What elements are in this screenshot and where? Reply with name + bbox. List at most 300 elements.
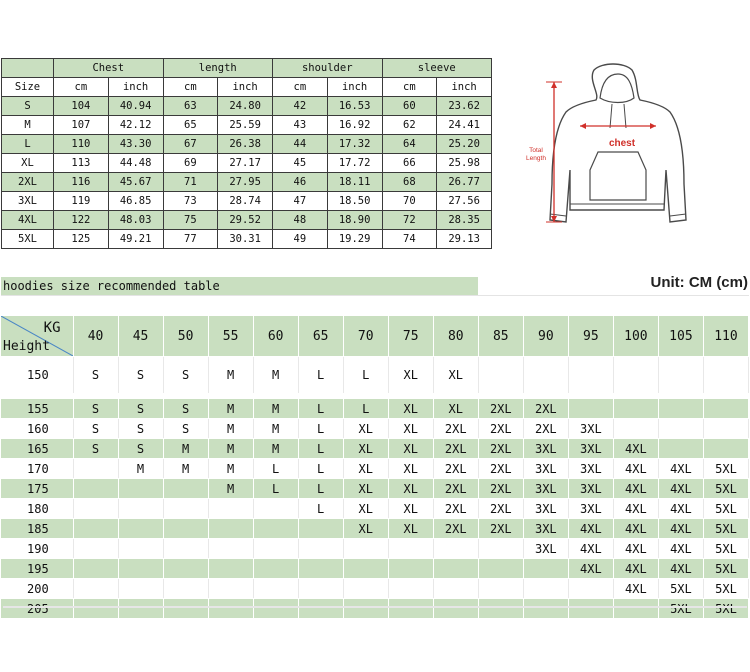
size-label: 5XL (2, 230, 54, 249)
size-cell: 4XL (613, 439, 658, 459)
measure-cell: 122 (54, 211, 109, 230)
size-cell: 4XL (568, 519, 613, 539)
size-row (2, 173, 492, 192)
size-cell (208, 599, 253, 619)
size-cell (568, 357, 613, 394)
size-cell (703, 439, 748, 459)
size-cell (253, 579, 298, 599)
size-cell: XL (388, 459, 433, 479)
size-cell (658, 439, 703, 459)
size-cell (253, 599, 298, 619)
measure-cell: 48 (273, 211, 328, 230)
measure-cell: 24.41 (437, 116, 492, 135)
height-row (1, 439, 749, 459)
size-cell: M (253, 357, 298, 394)
size-cell: 3XL (523, 519, 568, 539)
height-row (1, 539, 749, 559)
size-cell: 4XL (613, 459, 658, 479)
size-cell (343, 559, 388, 579)
measure-cell: 69 (163, 154, 218, 173)
size-cell: 2XL (523, 419, 568, 439)
measure-cell: 49.21 (108, 230, 163, 249)
size-cell: M (208, 399, 253, 419)
size-cell (613, 399, 658, 419)
size-cell: 4XL (613, 539, 658, 559)
size-cell (568, 399, 613, 419)
size-cell (298, 579, 343, 599)
size-cell (118, 579, 163, 599)
measure-cell: 45 (273, 154, 328, 173)
measure-cell: 48.03 (108, 211, 163, 230)
size-cell: 2XL (433, 439, 478, 459)
size-cell: L (298, 357, 343, 394)
size-cell: 3XL (568, 459, 613, 479)
size-cell (478, 559, 523, 579)
measure-cell: 62 (382, 116, 437, 135)
size-cell: 4XL (613, 559, 658, 579)
size-cell (118, 539, 163, 559)
size-cell (523, 599, 568, 619)
size-cell: XL (343, 419, 388, 439)
size-cell (253, 539, 298, 559)
measure-cell: 47 (273, 192, 328, 211)
size-cell: XL (388, 419, 433, 439)
size-cell (343, 539, 388, 559)
size-cell: XL (388, 399, 433, 419)
size-cell: M (118, 459, 163, 479)
size-cell: XL (343, 499, 388, 519)
size-cell: S (163, 357, 208, 394)
height-row (1, 599, 749, 619)
height-label: 160 (1, 419, 73, 439)
size-cell: 4XL (613, 519, 658, 539)
size-cell: M (208, 479, 253, 499)
weight-header: 70 (343, 316, 388, 357)
measure-cell: 29.13 (437, 230, 492, 249)
measure-cell: 74 (382, 230, 437, 249)
table-corner-cell (1, 316, 73, 357)
size-cell: 5XL (703, 459, 748, 479)
size-cell (73, 479, 118, 499)
size-cell: 5XL (703, 559, 748, 579)
size-cell: 3XL (568, 439, 613, 459)
size-cell: 2XL (433, 459, 478, 479)
size-cell (388, 579, 433, 599)
size-cell: 3XL (523, 439, 568, 459)
size-cell (433, 599, 478, 619)
size-cell (478, 539, 523, 559)
size-cell (388, 539, 433, 559)
measure-cell: 77 (163, 230, 218, 249)
size-cell (568, 599, 613, 619)
size-cell (253, 519, 298, 539)
size-cell (163, 539, 208, 559)
size-cell: 3XL (523, 459, 568, 479)
size-cell (163, 479, 208, 499)
size-label: L (2, 135, 54, 154)
measure-cell: 107 (54, 116, 109, 135)
size-cell: S (73, 439, 118, 459)
size-cell: 4XL (658, 519, 703, 539)
unit-cell: inch (437, 78, 492, 97)
size-cell: L (343, 399, 388, 419)
size-cell: 2XL (433, 499, 478, 519)
size-cell (298, 559, 343, 579)
size-label: XL (2, 154, 54, 173)
size-cell (163, 499, 208, 519)
measure-cell: 40.94 (108, 97, 163, 116)
weight-header: 50 (163, 316, 208, 357)
unit-cell: cm (382, 78, 437, 97)
height-row (1, 419, 749, 439)
size-cell (253, 559, 298, 579)
size-label: M (2, 116, 54, 135)
size-cell: XL (343, 439, 388, 459)
size-cell: L (298, 399, 343, 419)
size-label: 3XL (2, 192, 54, 211)
size-label: 4XL (2, 211, 54, 230)
measure-cell: 24.80 (218, 97, 273, 116)
size-cell: 4XL (658, 559, 703, 579)
size-cell (208, 539, 253, 559)
height-row (1, 579, 749, 599)
measure-cell: 46.85 (108, 192, 163, 211)
height-row (1, 479, 749, 499)
measure-cell: 64 (382, 135, 437, 154)
height-label: 205 (1, 599, 73, 619)
size-cell: M (253, 439, 298, 459)
size-cell: M (163, 439, 208, 459)
size-cell: 3XL (523, 479, 568, 499)
measure-cell: 27.95 (218, 173, 273, 192)
measure-cell: 104 (54, 97, 109, 116)
measure-cell: 23.62 (437, 97, 492, 116)
measure-cell: 25.59 (218, 116, 273, 135)
size-cell: M (163, 459, 208, 479)
size-cell (433, 539, 478, 559)
measure-cell: 46 (273, 173, 328, 192)
size-cell (118, 479, 163, 499)
size-cell (568, 579, 613, 599)
measure-cell: 28.74 (218, 192, 273, 211)
size-cell (703, 419, 748, 439)
measure-cell: 43.30 (108, 135, 163, 154)
size-cell (478, 599, 523, 619)
size-cell: 2XL (478, 499, 523, 519)
size-cell (658, 399, 703, 419)
size-cell: 2XL (433, 419, 478, 439)
size-chart-group-header (2, 59, 492, 78)
size-cell: 3XL (523, 539, 568, 559)
size-cell (523, 579, 568, 599)
size-cell: S (73, 399, 118, 419)
size-cell: S (118, 357, 163, 394)
measure-cell: 125 (54, 230, 109, 249)
size-cell (73, 519, 118, 539)
size-cell (73, 559, 118, 579)
unit-cell: inch (218, 78, 273, 97)
height-label: 150 (1, 357, 73, 394)
measure-cell: 42.12 (108, 116, 163, 135)
size-chart-body (2, 97, 492, 249)
total-length-label-line-2: Length (526, 155, 546, 162)
size-row (2, 154, 492, 173)
size-cell: 4XL (613, 499, 658, 519)
size-row (2, 135, 492, 154)
measure-cell: 72 (382, 211, 437, 230)
size-cell (118, 599, 163, 619)
measure-cell: 45.67 (108, 173, 163, 192)
unit-cell: inch (327, 78, 382, 97)
size-cell (298, 599, 343, 619)
size-cell: 3XL (568, 419, 613, 439)
measure-cell: 110 (54, 135, 109, 154)
size-cell: XL (433, 357, 478, 394)
measure-cell: 71 (163, 173, 218, 192)
measure-cell: 42 (273, 97, 328, 116)
size-cell: 2XL (478, 459, 523, 479)
size-label: S (2, 97, 54, 116)
chest-label: chest (608, 138, 636, 149)
measure-cell: 29.52 (218, 211, 273, 230)
height-label: 200 (1, 579, 73, 599)
size-cell: 4XL (658, 499, 703, 519)
size-cell: 3XL (568, 499, 613, 519)
height-label: 185 (1, 519, 73, 539)
size-cell (478, 579, 523, 599)
size-label: 2XL (2, 173, 54, 192)
measure-cell: 25.98 (437, 154, 492, 173)
size-cell (658, 357, 703, 394)
size-cell (163, 559, 208, 579)
size-cell: XL (388, 479, 433, 499)
weight-header: 65 (298, 316, 343, 357)
measure-cell: 44 (273, 135, 328, 154)
weight-header: 40 (73, 316, 118, 357)
size-cell (613, 599, 658, 619)
recommended-table-title: hoodies size recommended table (1, 277, 478, 295)
size-cell: 2XL (523, 399, 568, 419)
size-cell (73, 599, 118, 619)
height-row (1, 559, 749, 579)
height-row (1, 399, 749, 419)
measure-cell: 75 (163, 211, 218, 230)
measure-cell: 28.35 (437, 211, 492, 230)
size-cell: M (208, 357, 253, 394)
measure-cell: 66 (382, 154, 437, 173)
height-label: 180 (1, 499, 73, 519)
weight-header: 100 (613, 316, 658, 357)
group-shoulder: shoulder (273, 59, 383, 78)
measure-cell: 27.56 (437, 192, 492, 211)
size-cell (523, 559, 568, 579)
size-cell: M (253, 399, 298, 419)
size-cell (343, 599, 388, 619)
size-row (2, 230, 492, 249)
recommended-size-table (1, 316, 749, 619)
weight-header: 105 (658, 316, 703, 357)
size-cell: XL (388, 439, 433, 459)
size-cell: 2XL (478, 399, 523, 419)
height-row (1, 357, 749, 394)
size-cell: 5XL (703, 539, 748, 559)
size-cell: 5XL (703, 599, 748, 619)
unit-cell: cm (163, 78, 218, 97)
height-label: 170 (1, 459, 73, 479)
group-chest: Chest (54, 59, 164, 78)
size-cell: XL (343, 479, 388, 499)
size-cell (208, 579, 253, 599)
group-length: length (163, 59, 273, 78)
weight-header: 60 (253, 316, 298, 357)
size-cell: S (118, 439, 163, 459)
size-cell: 5XL (703, 499, 748, 519)
size-cell: L (298, 479, 343, 499)
size-cell: M (208, 419, 253, 439)
weight-axis-label: KG (43, 320, 61, 336)
weight-header: 95 (568, 316, 613, 357)
measure-cell: 119 (54, 192, 109, 211)
unit-cell: inch (108, 78, 163, 97)
size-cell (73, 579, 118, 599)
size-cell: 4XL (658, 459, 703, 479)
size-cell (208, 519, 253, 539)
weight-header: 75 (388, 316, 433, 357)
measure-cell: 19.29 (327, 230, 382, 249)
height-row (1, 519, 749, 539)
size-cell: 2XL (433, 519, 478, 539)
size-cell: 4XL (568, 539, 613, 559)
size-cell (118, 559, 163, 579)
height-label: 195 (1, 559, 73, 579)
measure-cell: 18.90 (327, 211, 382, 230)
hoodie-drawing (514, 60, 704, 230)
size-cell (433, 579, 478, 599)
size-cell: 5XL (703, 479, 748, 499)
measure-cell: 17.32 (327, 135, 382, 154)
size-cell (613, 357, 658, 394)
size-cell (163, 519, 208, 539)
size-chart-unit-header (2, 78, 492, 97)
measure-cell: 68 (382, 173, 437, 192)
measure-cell: 17.72 (327, 154, 382, 173)
weight-header: 110 (703, 316, 748, 357)
height-label: 190 (1, 539, 73, 559)
size-cell (208, 499, 253, 519)
height-axis-label: Height (3, 339, 50, 354)
unit-cell: cm (273, 78, 328, 97)
measure-cell: 26.38 (218, 135, 273, 154)
size-cell: L (253, 479, 298, 499)
size-cell: XL (388, 519, 433, 539)
unit-label: Unit: CM (cm) (650, 274, 748, 291)
size-cell: M (253, 419, 298, 439)
size-cell: L (343, 357, 388, 394)
weight-header: 80 (433, 316, 478, 357)
size-cell (298, 519, 343, 539)
recommended-table-body (1, 316, 749, 619)
size-cell: XL (433, 399, 478, 419)
size-cell: 3XL (568, 479, 613, 499)
measure-cell: 44.48 (108, 154, 163, 173)
weight-header: 55 (208, 316, 253, 357)
size-cell: 3XL (523, 499, 568, 519)
size-cell (253, 499, 298, 519)
size-cell: L (298, 459, 343, 479)
size-cell: L (298, 499, 343, 519)
size-cell (343, 579, 388, 599)
size-cell (388, 599, 433, 619)
size-cell: L (253, 459, 298, 479)
size-cell: S (163, 419, 208, 439)
size-cell: S (118, 399, 163, 419)
size-cell: 5XL (703, 519, 748, 539)
size-header: Size (2, 78, 54, 97)
total-length-label-line-1: Total (529, 147, 543, 154)
hoodie-measurement-figure (514, 60, 704, 230)
size-cell: 5XL (658, 579, 703, 599)
size-cell: XL (343, 459, 388, 479)
size-cell: 4XL (658, 539, 703, 559)
measure-cell: 65 (163, 116, 218, 135)
height-label: 165 (1, 439, 73, 459)
height-label: 155 (1, 399, 73, 419)
size-cell: 2XL (478, 519, 523, 539)
weight-header-row (1, 316, 749, 357)
size-cell: 4XL (613, 579, 658, 599)
size-cell: 2XL (433, 479, 478, 499)
size-cell (613, 419, 658, 439)
measure-cell: 43 (273, 116, 328, 135)
size-cell (163, 579, 208, 599)
size-cell (73, 539, 118, 559)
size-cell: S (73, 357, 118, 394)
height-row (1, 459, 749, 479)
size-cell (163, 599, 208, 619)
measure-cell: 27.17 (218, 154, 273, 173)
size-cell (703, 399, 748, 419)
size-row (2, 192, 492, 211)
size-cell (118, 519, 163, 539)
weight-header: 85 (478, 316, 523, 357)
size-cell (433, 559, 478, 579)
measure-cell: 25.20 (437, 135, 492, 154)
size-cell (703, 357, 748, 394)
size-cell: 5XL (658, 599, 703, 619)
group-sleeve: sleeve (382, 59, 492, 78)
measure-cell: 16.92 (327, 116, 382, 135)
size-cell (658, 419, 703, 439)
measure-cell: 26.77 (437, 173, 492, 192)
weight-header: 45 (118, 316, 163, 357)
size-cell: S (163, 399, 208, 419)
height-label: 175 (1, 479, 73, 499)
size-cell (388, 559, 433, 579)
size-cell (73, 499, 118, 519)
measure-cell: 73 (163, 192, 218, 211)
size-cell: 5XL (703, 579, 748, 599)
size-cell: M (208, 459, 253, 479)
weight-header: 90 (523, 316, 568, 357)
height-row (1, 499, 749, 519)
measure-cell: 116 (54, 173, 109, 192)
size-row (2, 116, 492, 135)
measure-cell: 30.31 (218, 230, 273, 249)
size-cell: M (208, 439, 253, 459)
measure-cell: 49 (273, 230, 328, 249)
bottom-divider (3, 606, 747, 608)
measure-cell: 60 (382, 97, 437, 116)
